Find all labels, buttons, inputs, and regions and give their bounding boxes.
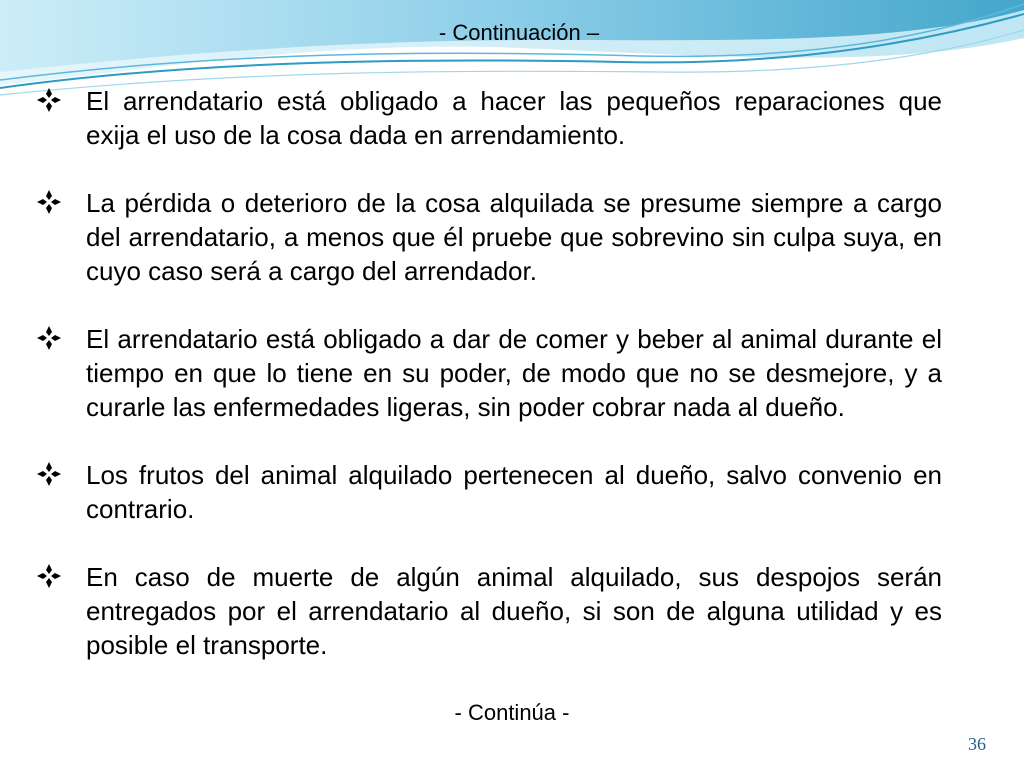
bullet-text: Los frutos del animal alquilado pertenecen al dueño, salvo convenio en contrario. [86,460,942,524]
bullet-text: El arrendatario está obligado a dar de comer y beber al animal durante el tiempo en que lo tiene en su poder, de modo que no se desmejore, y a curarle las enfermedades ligeras, sin poder cobrar nada al dueño. [86,324,942,422]
continuation-header: - Continuación – [438,20,600,45]
four-petal-diamond-icon [36,563,62,589]
bullet-item [36,186,942,288]
continues-footer: - Continúa - [454,700,570,725]
bullet-text: En caso de muerte de algún animal alquilado, sus despojos serán entregados por el arrendatario al dueño, si son de alguna utilidad y es posible el transporte. [86,562,942,660]
four-petal-diamond-icon [36,461,62,487]
bullet-list [36,84,942,696]
page-number: 36 [968,734,986,754]
bullet-item [36,560,942,662]
bullet-text: El arrendatario está obligado a hacer las pequeños reparaciones que exija el uso de la cosa dada en arrendamiento. [86,86,942,150]
bullet-text: La pérdida o deterioro de la cosa alquilada se presume siempre a cargo del arrendatario, a menos que él pruebe que sobrevino sin culpa suya, en cuyo caso será a cargo del arrendador. [86,188,942,286]
bullet-item [36,322,942,424]
bullet-item [36,84,942,152]
four-petal-diamond-icon [36,325,62,351]
bullet-item [36,458,942,526]
four-petal-diamond-icon [36,189,62,215]
four-petal-diamond-icon [36,87,62,113]
